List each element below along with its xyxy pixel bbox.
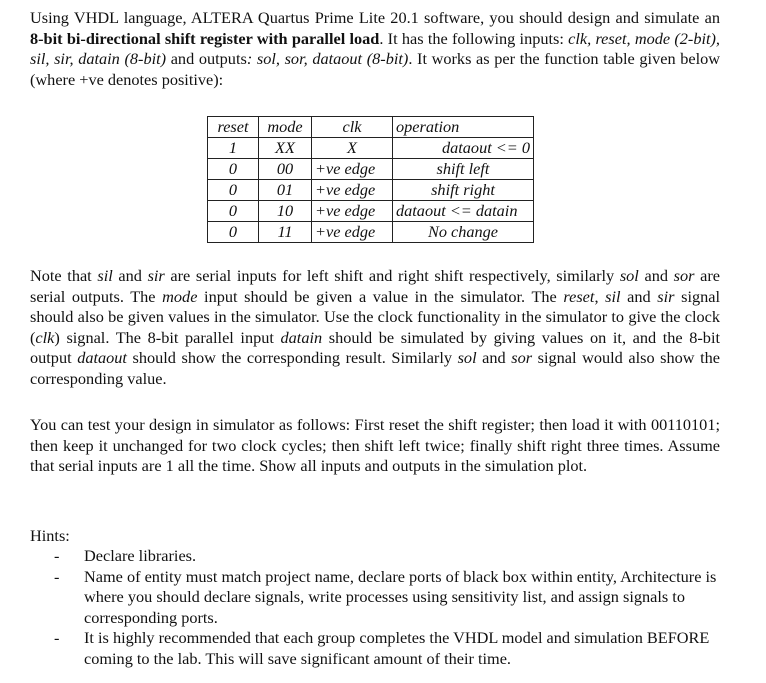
hint-text: It is highly recommended that each group completes the VHDL model and simulation BEFORE coming to the lab. This will save significant amount of their time. [84,628,710,668]
intro-text: . It works as per the function table given below (where +ve denotes positive): [30,49,721,89]
signal-sil: sil [97,266,113,285]
cell-reset: 0 [208,159,259,180]
hints-list [30,546,720,669]
header-mode: mode [259,117,312,138]
cell-clk: +ve edge [312,201,393,222]
note-text: are serial inputs for left shift and right shift respectively, similarly [164,266,620,285]
signal-sor: sor [511,348,533,367]
cell-mode: 11 [259,222,312,243]
table-row [208,180,534,201]
cell-clk: +ve edge [312,159,393,180]
note-text: should be simulated by giving values on it, and the 8-bit output [30,327,720,367]
cell-reset: 0 [208,180,259,201]
intro-bold-title: 8-bit bi-directional shift register with parallel load [30,28,380,48]
cell-operation: dataout <= datain [393,201,534,222]
note-text: and [112,266,148,285]
signal-clk: clk [35,327,55,347]
cell-mode: 01 [259,180,312,201]
cell-clk: +ve edge [312,180,393,201]
signal-mode: mode [162,286,198,306]
signal-sir: sir [657,286,675,306]
note-paragraph [30,266,720,389]
cell-operation: shift right [393,180,534,201]
header-clk: clk [312,117,393,138]
note-text: Note that [30,266,98,285]
dash-bullet: - [54,546,60,565]
function-table-header [208,117,534,138]
intro-paragraph [30,8,720,90]
hint-text: Name of entity must match project name, declare ports of black box within entity, Architecture is where you should declare signals, write processes using sensitivity list, and assign signals to corresponding ports. [84,566,717,627]
list-item [30,546,720,567]
inputs-list: clk, reset, mode (2-bit), sil, sir, datain (8-bit) [30,28,720,68]
cell-clk: X [312,138,393,159]
list-item [30,567,720,629]
cell-operation: shift left [393,159,534,180]
header-operation: operation [393,117,534,138]
cell-operation: dataout <= 0 [393,138,534,159]
intro-text: . It has the following inputs: [379,28,569,48]
list-item [30,628,720,669]
outputs-list: : sol, sor, dataout (8-bit) [246,49,409,68]
note-text: and [476,348,512,367]
note-text: and [620,286,658,306]
cell-operation: No change [393,222,534,243]
header-reset: reset [208,117,259,138]
signal-sol: sol [457,348,477,367]
note-text: should show the corresponding result. Similarly [126,348,458,367]
signal-sol: sol [619,266,639,285]
function-table [207,116,534,243]
table-row [208,159,534,180]
signal-datain: datain [280,327,323,347]
signal-sir: sir [147,266,165,285]
note-text: ) signal. The 8-bit parallel input [54,327,281,347]
hint-text: Declare libraries. [84,546,197,565]
signal-sil: sil [605,286,621,306]
cell-mode: 10 [259,201,312,222]
note-text: signal would also show the corresponding value. [30,348,720,388]
table-row [208,222,534,243]
dash-bullet: - [54,566,60,586]
note-text: input should be given a value in the simulator. The [197,286,564,306]
note-text: are serial outputs. The [30,266,721,306]
table-row [208,138,534,159]
cell-reset: 0 [208,201,259,222]
cell-reset: 1 [208,138,259,159]
intro-text: and outputs [166,49,247,68]
signal-sor: sor [673,266,695,285]
note-text: , [594,286,606,306]
table-row [208,201,534,222]
hints-title: Hints: [30,526,70,545]
dash-bullet: - [54,628,60,647]
intro-text: Using VHDL language, ALTERA Quartus Prime Lite 20.1 software, you should design and simulate an [30,8,720,27]
cell-mode: 00 [259,159,312,180]
test-paragraph: You can test your design in simulator as follows: First reset the shift register; then load it with 00110101; then keep it unchanged for two clock cycles; then shift left twice; finally shift right three times. Assume that serial inputs are 1 all the time. Show all inputs and outputs in the simulation plot. [30,415,720,475]
cell-clk: +ve edge [312,222,393,243]
note-text: and [638,266,674,285]
signal-reset: reset [563,286,595,306]
cell-reset: 0 [208,222,259,243]
cell-mode: XX [259,138,312,159]
note-text: signal should also be given values in the simulator. Use the clock functionality in the simulator to give the clock ( [30,286,720,347]
signal-dataout: dataout [77,348,127,367]
